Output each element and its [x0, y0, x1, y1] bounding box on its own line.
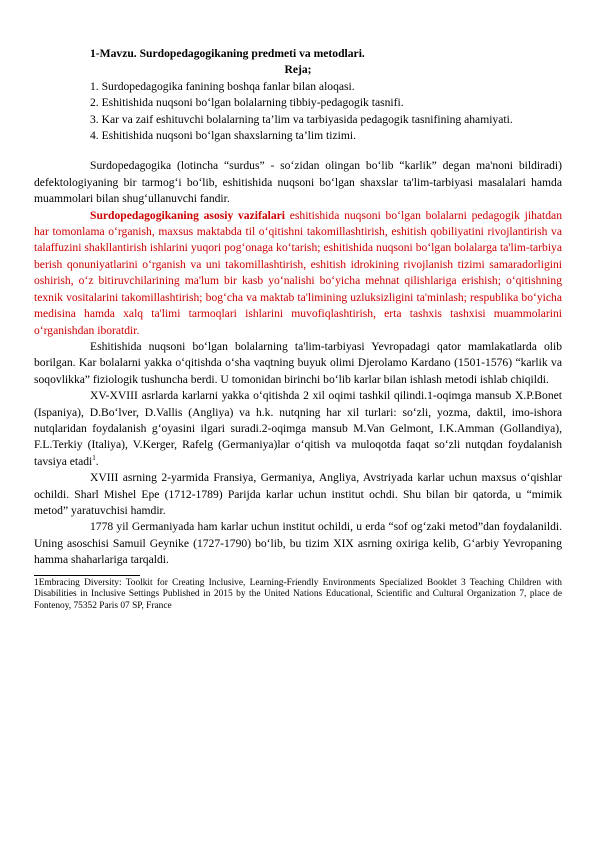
tasks-text: eshitishida nuqsoni bo‘lgan bolalarni pedagogik jihatdan har tomonlama o‘rganish, maxsus maktabda til o‘qitishni takomillashtirish, eshitish qobiliyatini rivojlantirish va talaffuzini shakllantirish ishlarini yuqori pog‘onaga ko‘tarish; eshitishida nuqsoni bo‘lgan bolalarga ta'lim-tarbiya berish qonuniyatlarini o‘rganish va uni takomillashtirish, eshitish idrokining rivojlanish tizimi samaradorligini oshirish, o‘z bitiruvchilarining ma'lum bir kasb yo‘nalishi bo‘yicha mehnat qilishlariga erishish; o‘qitishning texnik vositalarini takomillashtirish; bog‘cha va maktab ta'limining uzluksizligini ta'minlash; respublika bo‘yicha medisina hamda xalq ta'limi tarmoqlari ishlarini muvofiqlashtirish, erta tashxis tashxisi muammolarini o‘rganishdan iboratdir. [34, 208, 562, 337]
plan-item: 2. Eshitishida nuqsoni bo‘lgan bolalarning tibbiy-pedagogik tasnifi. [90, 96, 404, 110]
currents-end: . [95, 454, 99, 468]
tasks-heading: Surdopedagogikaning asosiy vazifalari [90, 208, 286, 222]
page-content [34, 46, 562, 612]
spacer [34, 144, 562, 158]
footnote-ref: 1 [92, 453, 96, 462]
plan-item: 4. Eshitishida nuqsoni bo‘lgan shaxslarning ta’lim tizimi. [90, 129, 356, 143]
intro-paragraph: Surdopedagogika (lotincha “surdus” - so‘zidan olingan bo‘lib “karlik” degan ma'noni bildiradi) defektologiyaning bir tarmog‘i bo‘lib, eshitishida nuqsoni bo‘lgan shaxslar ta'lim-tarbiyasi masalalari hamda muammolari bilan shug‘ullanuvchi fandir. [34, 159, 562, 206]
footnote: 1Embracing Diversity: Toolkit for Creating Inclusive, Learning-Friendly Environments Specialized Booklet 3 Teaching Children with Disabilities in Inclusive Settings Published in 2015 by the United Nations Educational, Scientific and Cultural Organization 7, place de Fontenoy, 75352 Paris 07 SP, France [34, 577, 562, 611]
plan-item: 1. Surdopedagogika fanining boshqa fanlar bilan aloqasi. [90, 79, 355, 93]
topic-title: 1-Mavzu. Surdopedagogikaning predmeti va metodlari. [90, 47, 365, 60]
germany-paragraph: 1778 yil Germaniyada ham karlar uchun institut ochildi, u erda “sof og‘zaki metod”dan foydalanildi. Uning asoschisi Samuil Geynike (1727-1790) bo‘lib, bu tizim XIX asrning oxiriga kelib, G‘arbiy Yevropaning hamma shaharlariga tarqaldi. [34, 520, 562, 567]
currents-paragraph [34, 388, 562, 470]
plan-heading: Reja; [284, 63, 312, 77]
history-paragraph: Eshitishida nuqsoni bo‘lgan bolalarning ta'lim-tarbiyasi Yevropadagi qator mamlakatlarda olib borilgan. Kar bolalarni yakka o‘qitishda o‘sha vaqtning buyuk olimi Djerolamo Kardano (1501-1576) “karlik va soqovlikka” fiziologik tushuncha berdi. U tomonidan birinchi bo‘lib karlar bilan ishlash metodi ishlab chiqildi. [34, 339, 562, 386]
eighteenth-century-paragraph: XVIII asrning 2-yarmida Fransiya, Germaniya, Angliya, Avstriyada karlar uchun maxsus o‘qishlar ochildi. Sharl Mishel Epe (1712-1789) Parijda karlar uchun institut ochdi. Shu bilan bir qatorda, u “mimik metod” yaratuvchisi hamdir. [34, 471, 562, 517]
plan-item: 3. Kar va zaif eshituvchi bolalarning ta’lim va tarbiyasida pedagogik tasnifining ahamiyati. [90, 112, 513, 126]
currents-text: XV-XVIII asrlarda karlarni yakka o‘qitishda 2 xil oqimi tashkil qilindi.1-oqimga mansub X.P.Bonet (Ispaniya), D.Bo‘lver, D.Vallis (Angliya) va h.k. nutqning har xil turlari: so‘zli, yozma, daktil, imo-ishora nutqlaridan foydalanish g‘oyasini ilgari suradi.2-oqimga mansub M.Van Gelmont, I.K.Amman (Gollandiya), F.L.Terkiy (Italiya), V.Kerger, Rafelg (Germaniya)lar o‘qitish va muloqotda faqat so‘zli nutqdan foydalanish tavsiya etadi [34, 389, 562, 468]
tasks-paragraph [34, 208, 562, 339]
footnote-divider [34, 575, 140, 576]
